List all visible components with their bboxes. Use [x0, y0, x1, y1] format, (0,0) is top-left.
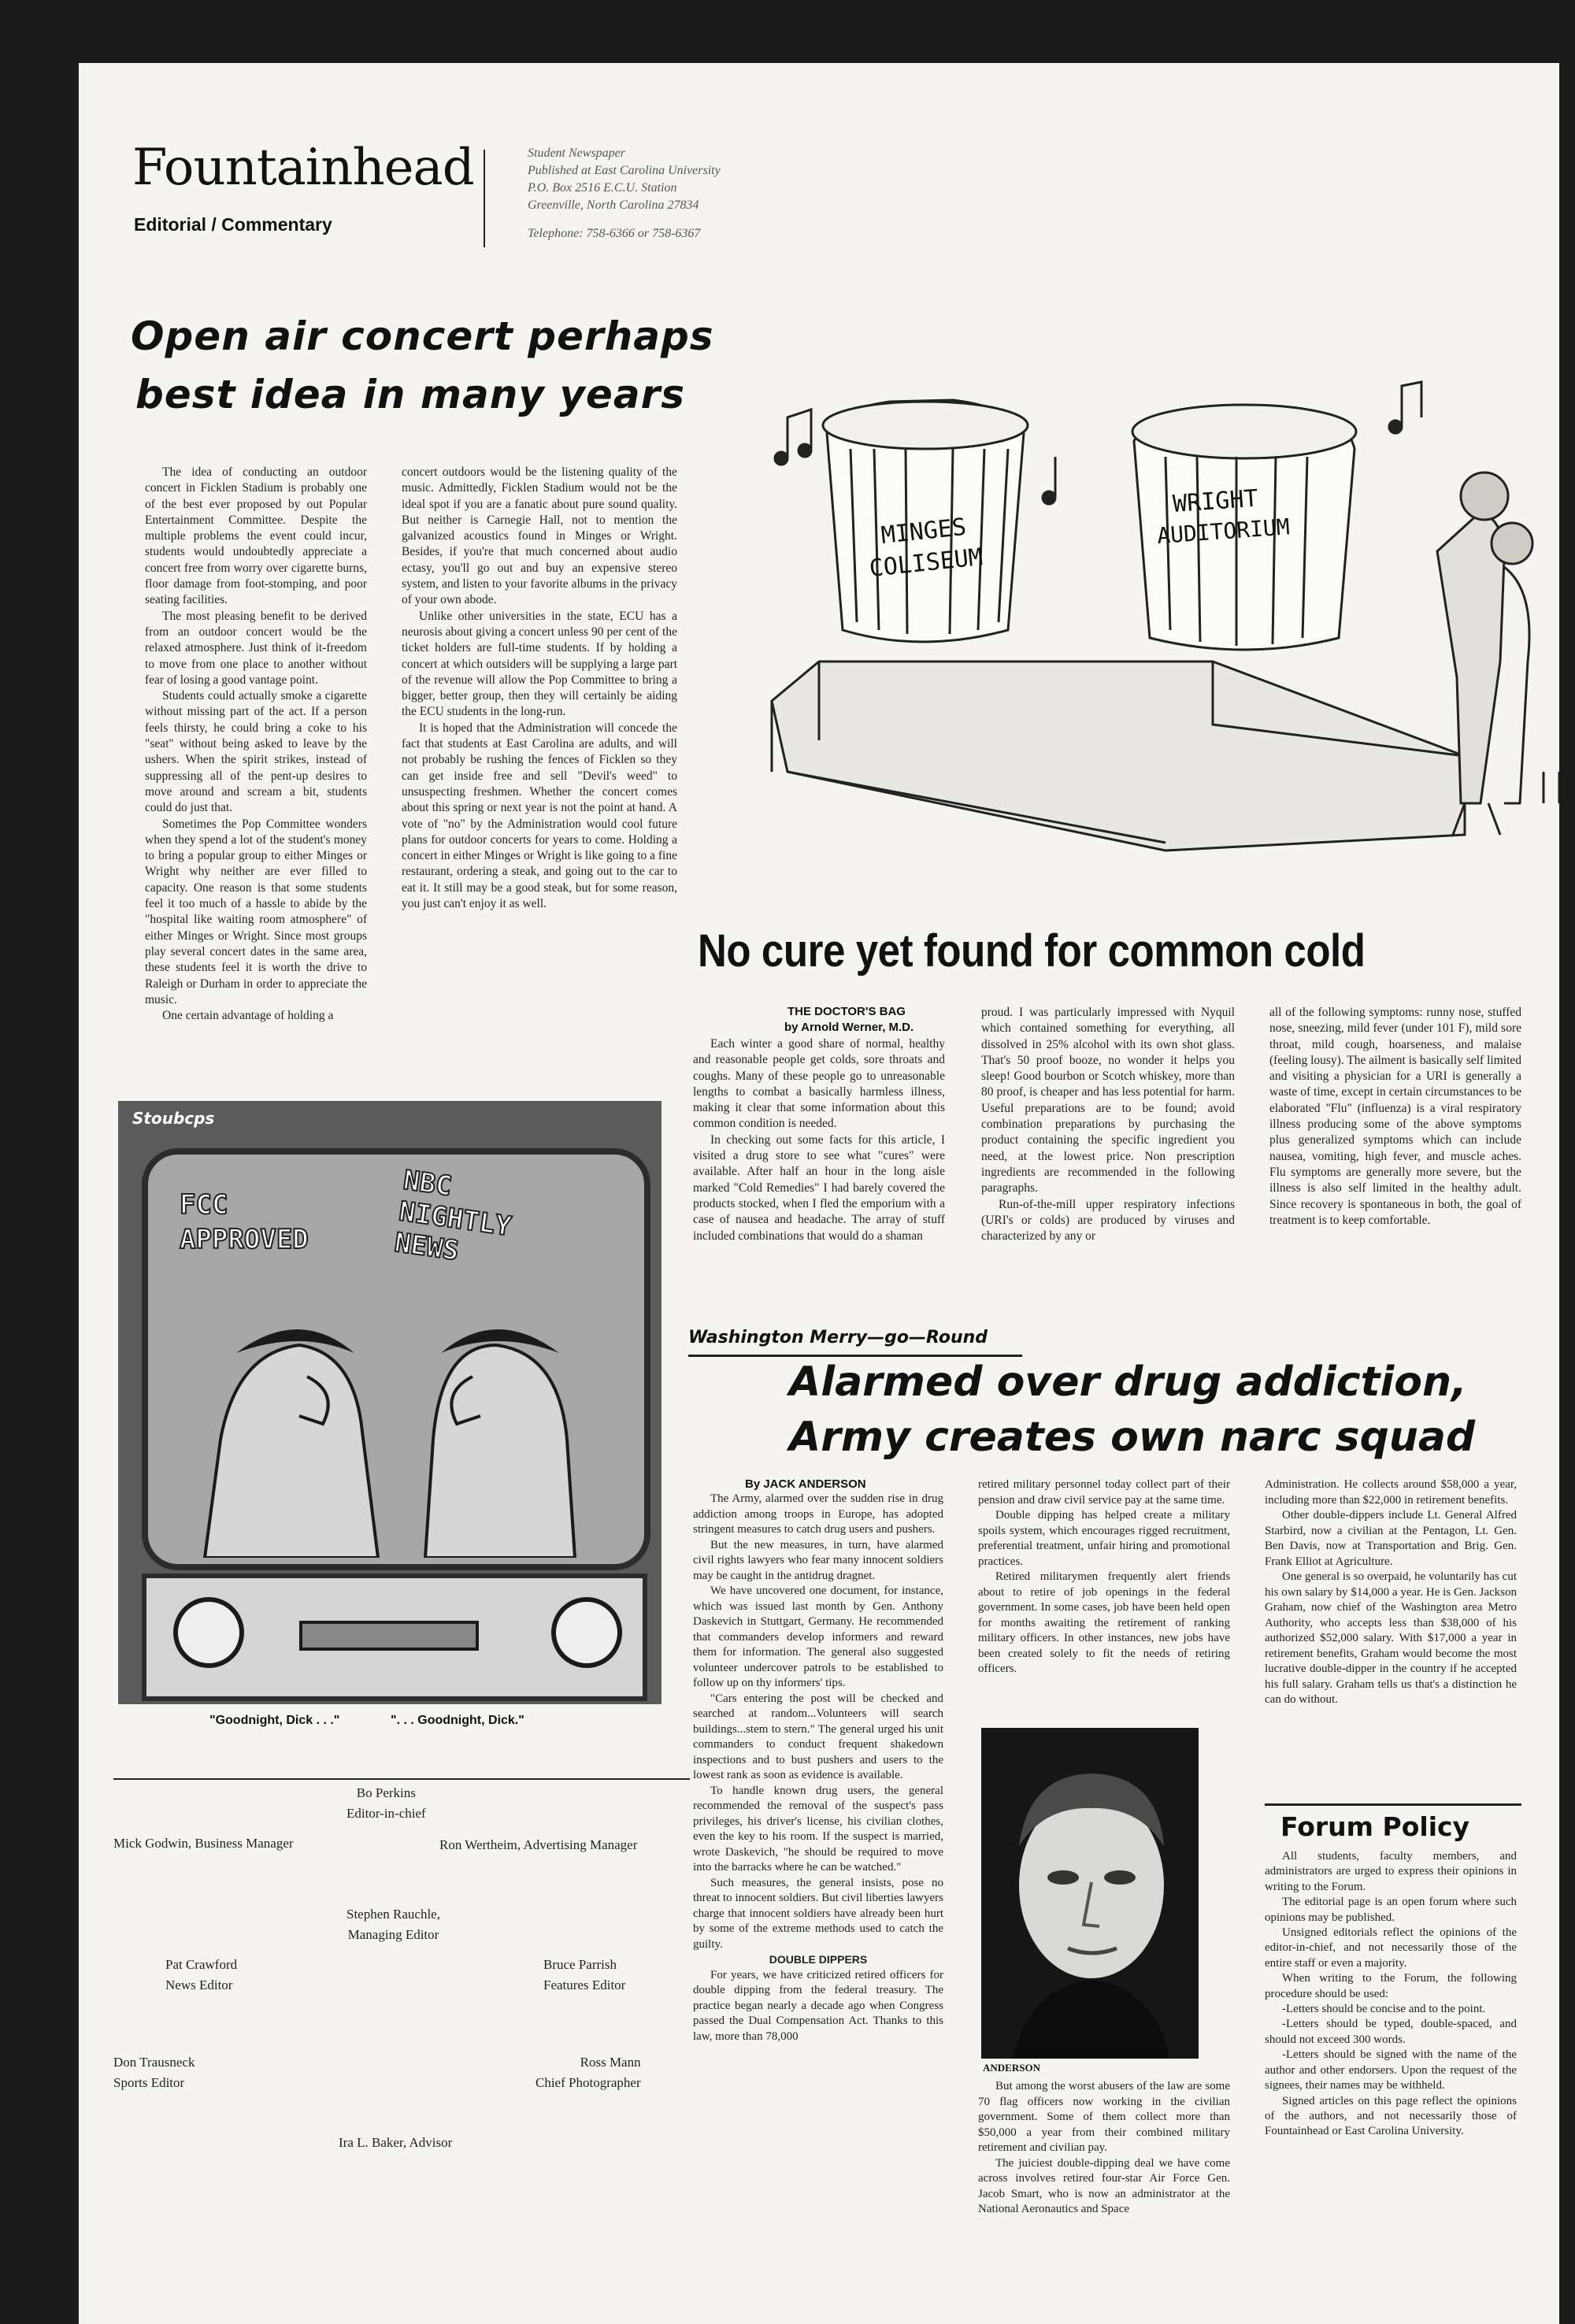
paragraph: -Letters should be signed with the name of the author and other endorsers. Upon the request of the signees, their names may be withheld. — [1265, 2048, 1517, 2092]
paragraph: Students could actually smoke a cigarette without missing part of the act. If a person feels thirsty, he could bring a coke to his "seat" without being asked to leave by the ushers. When the spirit strikes, instead of suppressing all of the pent-up desires to move around and scream a bit, students could do just that. — [145, 689, 367, 815]
cartoon-signature: Stoubcps — [132, 1109, 215, 1128]
headline-line: Open air concert perhaps — [131, 313, 714, 359]
paragraph: all of the following symptoms: runny nose, stuffed nose, sneezing, mild fever (under 101 F), mild sore throat, mild cough, hoarseness, and malaise (feeling lousy). The ailment is basically self limited and visiting a physician for a URI is generally a waste of time, except in certain circumstances to be elaborated "Flu" (influenza) is a viral respiratory illness producing some of the above symptoms plus generalized symptoms which can include nausea, vomiting, high fever, and muscle aches. Flu symptoms are generally more severe, but the illness is also self limited in the healthy adult. Since recovery is spontaneous in both, the goal of treatment is to keep comfortable. — [1269, 1006, 1521, 1227]
cartoon-label-wright: WRIGHT — [1172, 484, 1259, 518]
tv-screen-left-label: FCC APPROVED — [180, 1189, 309, 1255]
tv-cartoon — [118, 1101, 662, 1704]
paragraph: We have uncovered one document, for instance, which was issued last month by Gen. Anthony Daskevich in Stuttgart, Germany. He recommended that commanders develop informers and reward them for information. The general also suggested volunteer undercover patrols to be established to follow up on thy informers' tips. — [693, 1585, 943, 1689]
paragraph: Other double-dippers include Lt. General Alfred Starbird, now a civilian at the Pentagon, Lt. Gen. Ben Davis, now at Transportation and Brig. Gen. Frank Elliot at Agriculture. — [1265, 1509, 1517, 1568]
tv-screen-right-label: NBC NIGHTLY NEWS — [392, 1164, 513, 1267]
cartoon-caption-left: "Goodnight, Dick . . ." — [209, 1714, 340, 1727]
staff-name: Bruce Parrish — [543, 1957, 617, 1972]
cartoon-label-minges: MINGES — [880, 513, 968, 550]
tv-dial-right-icon — [551, 1597, 622, 1668]
info-line: Student Newspaper — [528, 146, 625, 160]
merry-column-1 — [693, 1492, 943, 2044]
cartoon-label-auditorium: AUDITORIUM — [1156, 513, 1291, 549]
staff-top-rule — [113, 1778, 690, 1780]
paragraph: Sometimes the Pop Committee wonders when they spend a lot of the student's money to bring a popular group to either Minges or Wright why neither are ever filled to capacity. One reason is that some students feel it too much of a hassle to abide by the "hospital like waiting room atmosphere" of either Minges or Wright. Since most groups play several concert dates in the same area, these students feel it is worth the drive to Raleigh or Durham in order to appreciate the music. — [145, 817, 367, 1006]
headline-line: best idea in many years — [135, 372, 685, 417]
staff-business: Mick Godwin, Business Manager — [113, 1836, 294, 1851]
doctor-headline: No cure yet found for common cold — [698, 925, 1366, 977]
paragraph: One certain advantage of holding a — [162, 1009, 334, 1023]
editorial-column-2 — [402, 465, 677, 912]
staff-title: Managing Editor — [347, 1927, 439, 1942]
paragraph: The editorial page is an open forum where such opinions may be published. — [1265, 1896, 1517, 1924]
info-line: Published at East Carolina University — [528, 164, 721, 177]
merry-headline — [789, 1355, 1475, 1465]
staff-name: Pat Crawford — [165, 1957, 238, 1972]
paragraph: But the new measures, in turn, have alarmed civil rights lawyers who fear many innocent soldiers may be caught in the antidrug dragnet. — [693, 1538, 943, 1582]
staff-title: Chief Photographer — [536, 2075, 641, 2090]
doctor-column-title: THE DOCTOR'S BAG — [788, 1005, 906, 1018]
staff-advertising: Ron Wertheim, Advertising Manager — [439, 1837, 638, 1852]
paragraph: -Letters should be typed, double-spaced, and should not exceed 300 words. — [1265, 2018, 1517, 2046]
staff-sports — [113, 2052, 195, 2093]
doctor-column-2 — [981, 1005, 1235, 1244]
forum-top-rule — [1265, 1803, 1521, 1806]
paragraph: Retired militarymen frequently alert friends about to retire of job openings in the federal government. In some cases, job have been held open for months awaiting the retirement of ranking military officers. In other instances, new jobs have been created solely to fit the needs of retiring officers. — [978, 1570, 1230, 1675]
staff-title: News Editor — [165, 1977, 233, 1992]
portrait-image — [981, 1728, 1199, 2059]
section-label: Editorial / Commentary — [134, 214, 332, 235]
staff-name: Bo Perkins — [356, 1785, 416, 1800]
tv-caricatures — [142, 1258, 638, 1558]
trash-can-cartoon — [724, 331, 1559, 984]
merry-byline: By JACK ANDERSON — [745, 1477, 866, 1491]
editorial-column-1 — [145, 465, 367, 1024]
paragraph: The juiciest double-dipping deal we have come across involves retired four-star Air Force Gen. Jacob Smart, who is now an administrator at the National Aeronautics and Space — [978, 2156, 1230, 2215]
masthead-divider — [484, 150, 485, 247]
staff-editor — [346, 1783, 426, 1824]
photo-caption: ANDERSON — [983, 2062, 1040, 2074]
paragraph: -Letters should be concise and to the point. — [1282, 2003, 1486, 2016]
paragraph: In checking out some facts for this article, I visited a drug store to see what "cures" were available. After half an hour in the long aisle marked "Cold Remedies" I had barely covered the products stocked, when I fled the emporium with a case of nausea and headache. The array of stuff included combinations that would do a shaman — [693, 1132, 945, 1243]
paragraph: All students, faculty members, and administrators are urged to express their opinions in writing to the Forum. — [1265, 1850, 1517, 1893]
staff-name: Ross Mann — [580, 2055, 641, 2070]
paragraph: When writing to the Forum, the following procedure should be used: — [1265, 1972, 1517, 2000]
paragraph: proud. I was particularly impressed with Nyquil which contained something for everything, all dissolved in 25% alcohol with its own shot glass. That's 50 proof booze, no wonder it helps you sleep! Good bourbon or Scotch whiskey, more than 80 proof, is cheaper and has less potential for harm. Useful preparations are to be found; avoid combination preparations by purchasing the product containing the specific ingredient you need, at the lowest price. Non prescription ingredients are recommended in the following paragraphs. — [981, 1006, 1235, 1195]
staff-name: Don Trausneck — [113, 2055, 195, 2070]
paragraph: But among the worst abusers of the law are some 70 flag officers now working in the civilian government. Some of them collect more than $50,000 a year from their combined military retirement and civilian pay. — [978, 2080, 1230, 2154]
doctor-column-1 — [693, 1036, 945, 1244]
paragraph: Run-of-the-mill upper respiratory infections (URI's or colds) are produced by viruses and characterized by any or — [981, 1197, 1235, 1244]
staff-advisor: Ira L. Baker, Advisor — [339, 2135, 453, 2150]
paragraph: Such measures, the general insists, pose no threat to innocent soldiers. But civil liberties lawyers charge that innocent soldiers have already been hurt by some of the extreme methods used to catch the guilty. — [693, 1876, 943, 1951]
staff-photo — [536, 2052, 641, 2093]
paragraph: concert outdoors would be the listening quality of the music. Admittedly, Ficklen Stadium would not be the ideal spot if you are a fanatic about pure sound quality. But neither is Carnegie Hall, not to mention the galvanized acoustics found in Minges or Wright. Besides, if you're that much concerned about audio ectasy, you'll go out and buy an expensive stereo system, and listen to your favorite albums in the privacy of your own abode. — [402, 465, 677, 607]
paragraph: Double dipping has helped create a military spoils system, which encourages rigged recruitment, preferential treatment, unfair hiring and promotional practices. — [978, 1509, 1230, 1568]
doctor-column-3 — [1269, 1005, 1521, 1229]
cartoon-caption-right: ". . . Goodnight, Dick." — [391, 1714, 524, 1727]
merry-column-2-top — [978, 1477, 1230, 1677]
paragraph: One general is so overpaid, he voluntarily has cut his own salary by $14,000 a year. He is Gen. Jackson Graham, now chief of the Washington area Metro Authority, who accepts less than $38,000 of his authorized $52,000 salary. With $17,000 a year in retirement benefits, Graham would become the most lucrative double-dipper in the country if he accepted his full salary. Graham tells us that's a distinction he can do without. — [1265, 1570, 1517, 1706]
staff-title: Features Editor — [543, 1977, 626, 1992]
editorial-headline — [131, 307, 714, 424]
paragraph: "Cars entering the post will be checked and searched at random...Volunteers will search buildings...stem to stern." The general urged his unit commanders to conduct frequent shakedown inspections and to bust pushers and users to the lowest rank as soon as evidence is available. — [693, 1692, 943, 1781]
tv-dial-left-icon — [173, 1597, 244, 1668]
paragraph: To handle known drug users, the general recommended the removal of the suspect's pass privileges, his driver's license, his civilian clothes, even the key to his room. If the suspect is married, wrote Daskevich, "he should be required to move into the barracks where he can be watched." — [693, 1784, 943, 1874]
info-line: Greenville, North Carolina 27834 — [528, 198, 699, 212]
forum-policy-body — [1265, 1849, 1517, 2140]
staff-name: Stephen Rauchle, — [346, 1907, 440, 1922]
masthead-info — [528, 145, 721, 243]
paragraph: The idea of conducting an outdoor concert in Ficklen Stadium is probably one of the best ever proposed by out Popular Entertainment Committee. Despite the multiple problems the event could incur, students would undoubtedly appreciate a concert free from worry over cigarette burns, floor damage from foot-stomping, and poor seating facilities. — [145, 465, 367, 607]
staff-managing — [346, 1904, 440, 1945]
paragraph: The most pleasing benefit to be derived from an outdoor concert would be the relaxed atmosphere. Just think of it-freedom to move from one place to another without fear of losing a good vantage point. — [145, 609, 367, 687]
staff-title: Sports Editor — [113, 2075, 185, 2090]
staff-features — [543, 1955, 625, 1996]
headline-line: Army creates own narc squad — [789, 1414, 1476, 1461]
anderson-photo — [981, 1728, 1199, 2059]
staff-title: Editor-in-chief — [346, 1806, 426, 1821]
merry-column-2-bottom — [978, 2079, 1230, 2218]
tv-slot — [299, 1621, 479, 1651]
doctor-byline: by Arnold Werner, M.D. — [784, 1021, 914, 1034]
paragraph: Each winter a good share of normal, healthy and reasonable people get colds, sore throats and coughs. Many of these people go to unreasonable lengths to combat a basically harmless illness, making it clear that some information about this common condition is needed. — [693, 1037, 945, 1131]
paragraph: Unlike other universities in the state, ECU has a neurosis about giving a concert unless 90 per cent of the ticket holders are full-time students. If by holding a concert at which outsiders will be supplying a large part of the revenue will allow the Pop Committee to bring a bigger, better group, then they will certainly be aiding the ECU students in the long-run. — [402, 609, 677, 719]
cartoon-label-coliseum: COLISEUM — [868, 543, 984, 583]
newspaper-page — [79, 63, 1559, 2324]
paragraph: It is hoped that the Administration will concede the fact that students at East Carolina are adults, and will not probably be rushing the fences of Ficklen so they can get inside free and sell "Devil's weed" to unsuspecting freshmen. Whether the concert comes about this spring or next year is not the point at hand. A vote of "no" by the Administration would cool future plans for outdoor concerts for years to come. Holding a concert in either Minges or Wright is like going to a fine restaurant, ordering a steak, and going out to the car to eat it. It still may be a good steak, but for some reason, you just can't enjoy it as well. — [402, 721, 677, 911]
info-line: P.O. Box 2516 E.C.U. Station — [528, 181, 677, 195]
paragraph: For years, we have criticized retired officers for double dipping from the federal treasury. The practice began nearly a decade ago when Congress passed the Dual Compensation Act. Thanks to this law, more than 78,000 — [693, 1968, 943, 2043]
paragraph: retired military personnel today collect part of their pension and draw civil service pay at the same time. — [978, 1478, 1230, 1507]
forum-policy-title: Forum Policy — [1280, 1811, 1470, 1842]
paragraph: Unsigned editorials reflect the opinions of the editor-in-chief, and not necessarily those of the entire staff or even a majority. — [1265, 1926, 1517, 1970]
info-line: Telephone: 758-6366 or 758-6367 — [528, 227, 701, 240]
masthead-logo: Fountainhead — [132, 139, 474, 197]
merry-column-3 — [1265, 1477, 1517, 1708]
headline-line: Alarmed over drug addiction, — [789, 1358, 1467, 1406]
paragraph: Signed articles on this page reflect the opinions of the authors, and not necessarily those of Fountainhead or East Carolina University. — [1265, 2094, 1517, 2138]
column-kicker: Washington Merry—go—Round — [688, 1328, 988, 1347]
subhead-double-dippers: DOUBLE DIPPERS — [769, 1953, 868, 1966]
paragraph: The Army, alarmed over the sudden rise in drug addiction among troops in Europe, has adopted stringent measures to catch drug users and pushers. — [693, 1492, 943, 1536]
staff-news — [165, 1955, 237, 1996]
paragraph: Administration. He collects around $58,000 a year, including more than $22,000 in retirement benefits. — [1265, 1478, 1517, 1507]
